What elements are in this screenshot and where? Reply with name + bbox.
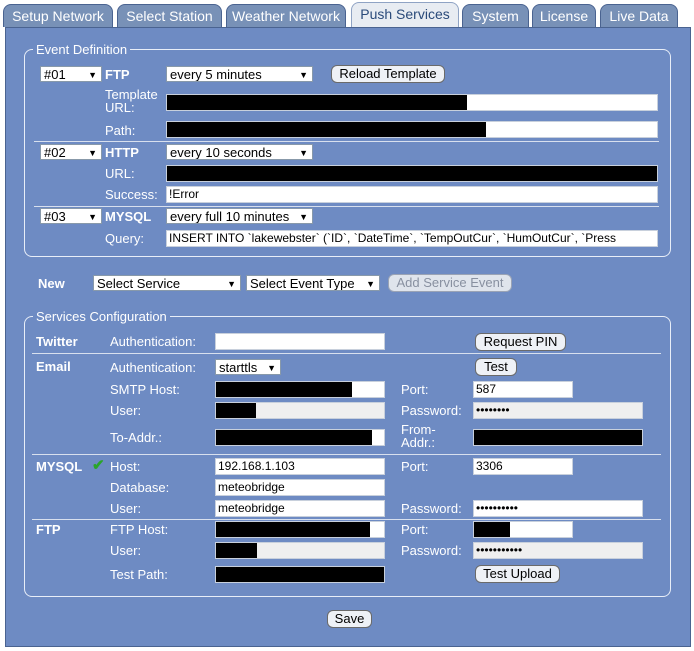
twitter-label: Twitter [36, 334, 78, 349]
template-url-input[interactable] [166, 94, 658, 111]
redacted-value [216, 567, 384, 582]
separator [32, 519, 661, 520]
event-definition-legend: Event Definition [36, 42, 128, 57]
redacted-value [216, 382, 352, 397]
chevron-down-icon: ▼ [299, 70, 308, 80]
ftp-host-input[interactable] [215, 521, 385, 538]
tab-license[interactable]: License [532, 4, 596, 27]
email-port-label: Port: [401, 382, 429, 397]
success-label: Success: [105, 187, 158, 202]
email-password-input[interactable]: •••••••• [473, 402, 643, 419]
mysql-host-label: Host: [110, 459, 141, 474]
email-label: Email [36, 359, 71, 374]
tab-push-services[interactable]: Push Services [351, 2, 459, 27]
redacted-value [167, 166, 657, 181]
smtp-host-label: SMTP Host: [110, 382, 180, 397]
reload-template-button[interactable]: Reload Template [331, 65, 445, 83]
chevron-down-icon: ▼ [267, 363, 276, 373]
path-label: Path: [105, 123, 136, 138]
twitter-auth-input[interactable] [215, 333, 385, 350]
ftp-user-label: User: [110, 543, 142, 558]
mysql-host-input[interactable]: 192.168.1.103 [215, 458, 385, 475]
mysql-port-label: Port: [401, 459, 429, 474]
new-event-label: New [38, 276, 65, 291]
request-pin-button[interactable]: Request PIN [475, 333, 566, 351]
save-button[interactable]: Save [327, 610, 372, 628]
event-01-id-select[interactable]: #01 ▼ [40, 66, 102, 82]
redacted-value [216, 403, 256, 418]
redacted-value [167, 122, 486, 137]
checkmark-icon: ✔ [92, 457, 105, 474]
tab-weather-network[interactable]: Weather Network [226, 4, 346, 27]
ftp-test-path-label: Test Path: [110, 567, 168, 582]
email-port-input[interactable]: 587 [473, 381, 573, 398]
select-event-type-dropdown[interactable]: Select Event Type ▼ [246, 275, 380, 291]
ftp-password-label: Password: [401, 543, 462, 558]
url-label: URL: [105, 166, 135, 181]
ftp-host-label: FTP Host: [110, 522, 169, 537]
path-input[interactable] [166, 121, 658, 138]
to-addr-label: To-Addr.: [110, 430, 163, 445]
chevron-down-icon: ▼ [88, 212, 97, 222]
ftp-port-input[interactable] [473, 521, 573, 538]
separator [34, 141, 659, 142]
redacted-value [474, 430, 642, 445]
mysql-password-label: Password: [401, 501, 462, 516]
email-password-label: Password: [401, 403, 462, 418]
redacted-value [216, 430, 372, 445]
event-02-type: HTTP [105, 145, 139, 160]
push-services-panel [5, 27, 691, 647]
event-03-type: MYSQL [105, 209, 152, 224]
chevron-down-icon: ▼ [366, 279, 375, 289]
mysql-label: MYSQL [36, 459, 83, 474]
http-url-input[interactable] [166, 165, 658, 182]
template-url-label: Template URL: [105, 87, 158, 115]
redacted-value [216, 543, 257, 558]
email-auth-label: Authentication: [110, 360, 197, 375]
from-addr-input[interactable] [473, 429, 643, 446]
ftp-label: FTP [36, 522, 61, 537]
mysql-password-input[interactable]: •••••••••• [473, 500, 643, 517]
add-service-event-button[interactable]: Add Service Event [388, 274, 512, 292]
mysql-database-input[interactable]: meteobridge [215, 479, 385, 496]
test-upload-button[interactable]: Test Upload [475, 565, 560, 583]
services-configuration-legend: Services Configuration [36, 309, 167, 324]
ftp-password-input[interactable]: ••••••••••• [473, 542, 643, 559]
email-auth-select[interactable]: starttls ▼ [215, 359, 281, 375]
chevron-down-icon: ▼ [88, 70, 97, 80]
redacted-value [216, 522, 370, 537]
mysql-port-input[interactable]: 3306 [473, 458, 573, 475]
separator [32, 353, 661, 354]
twitter-auth-label: Authentication: [110, 334, 197, 349]
mysql-user-input[interactable]: meteobridge [215, 500, 385, 517]
email-test-button[interactable]: Test [475, 358, 517, 376]
chevron-down-icon: ▼ [227, 279, 236, 289]
success-input[interactable]: !Error [166, 186, 658, 203]
chevron-down-icon: ▼ [88, 148, 97, 158]
redacted-value [167, 95, 467, 110]
tab-live-data[interactable]: Live Data [600, 4, 678, 27]
separator [34, 206, 659, 207]
event-01-type: FTP [105, 67, 130, 82]
separator [32, 454, 661, 455]
smtp-host-input[interactable] [215, 381, 385, 398]
tab-system[interactable]: System [462, 4, 529, 27]
chevron-down-icon: ▼ [299, 148, 308, 158]
event-02-schedule-select[interactable]: every 10 seconds ▼ [166, 144, 313, 160]
tab-select-station[interactable]: Select Station [117, 4, 222, 27]
email-user-label: User: [110, 403, 142, 418]
select-service-dropdown[interactable]: Select Service ▼ [93, 275, 241, 291]
tab-setup-network[interactable]: Setup Network [3, 4, 113, 27]
ftp-test-path-input[interactable] [215, 566, 385, 583]
email-user-input[interactable] [215, 402, 385, 419]
query-label: Query: [105, 231, 145, 246]
event-03-id-select[interactable]: #03 ▼ [40, 208, 102, 224]
ftp-user-input[interactable] [215, 542, 385, 559]
ftp-port-label: Port: [401, 522, 429, 537]
event-03-schedule-select[interactable]: every full 10 minutes ▼ [166, 208, 313, 224]
chevron-down-icon: ▼ [299, 212, 308, 222]
redacted-value [474, 522, 510, 537]
from-addr-label: From- Addr.: [401, 422, 436, 450]
to-addr-input[interactable] [215, 429, 385, 446]
event-02-id-select[interactable]: #02 ▼ [40, 144, 102, 160]
event-01-schedule-select[interactable]: every 5 minutes ▼ [166, 66, 313, 82]
mysql-database-label: Database: [110, 480, 170, 495]
tab-bar [0, 0, 694, 27]
query-input[interactable]: INSERT INTO `lakewebster` (`ID`, `DateTime`, `TempOutCur`, `HumOutCur`, `Press [166, 230, 658, 247]
mysql-user-label: User: [110, 501, 142, 516]
